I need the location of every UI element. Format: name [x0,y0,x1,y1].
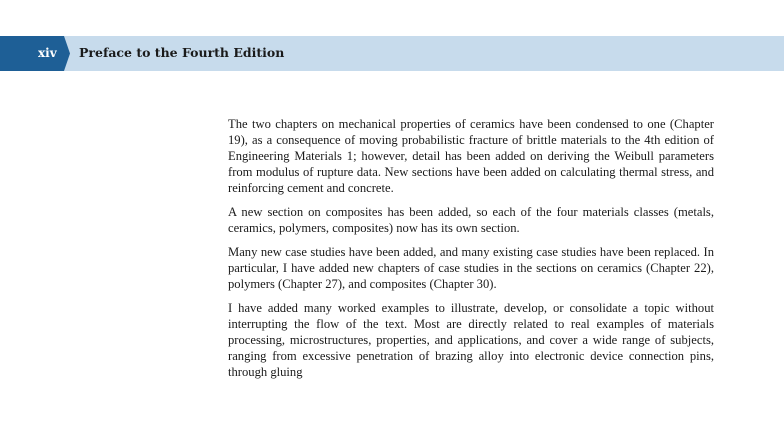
page-number-tab [0,36,70,71]
paragraph: A new section on composites has been added, so each of the four materials classes (metals, ceramics, polymers, composites) now has its own section. [228,205,714,235]
body-text [228,116,714,388]
paragraph: I have added many worked examples to illustrate, develop, or consolidate a topic without interrupting the flow of the text. Most are directly related to real examples of materials processing, microstructures, properties, and applications, and cover a wide range of subjects, ranging from excessive penetration of brazing alloy into electronic device connection pins, through gluing [228,301,714,379]
paragraph: Many new case studies have been added, and many existing case studies have been replaced. In particular, I have added new chapters of case studies in the sections on ceramics (Chapter 22), polymers (Chapter 27), and composites (Chapter 30). [228,245,714,291]
running-head [0,36,784,71]
paragraph: The two chapters on mechanical properties of ceramics have been condensed to one (Chapter 19), as a consequence of moving probabilistic fracture of brittle materials to the 4th edition of Engineering Materials 1; however, detail has been added on deriving the Weibull parameters from modulus of rupture data. New sections have been added on calculating thermal stress, and reinforcing cement and concrete. [228,117,714,195]
page-number: xiv [38,46,57,60]
running-title: Preface to the Fourth Edition [79,45,285,60]
